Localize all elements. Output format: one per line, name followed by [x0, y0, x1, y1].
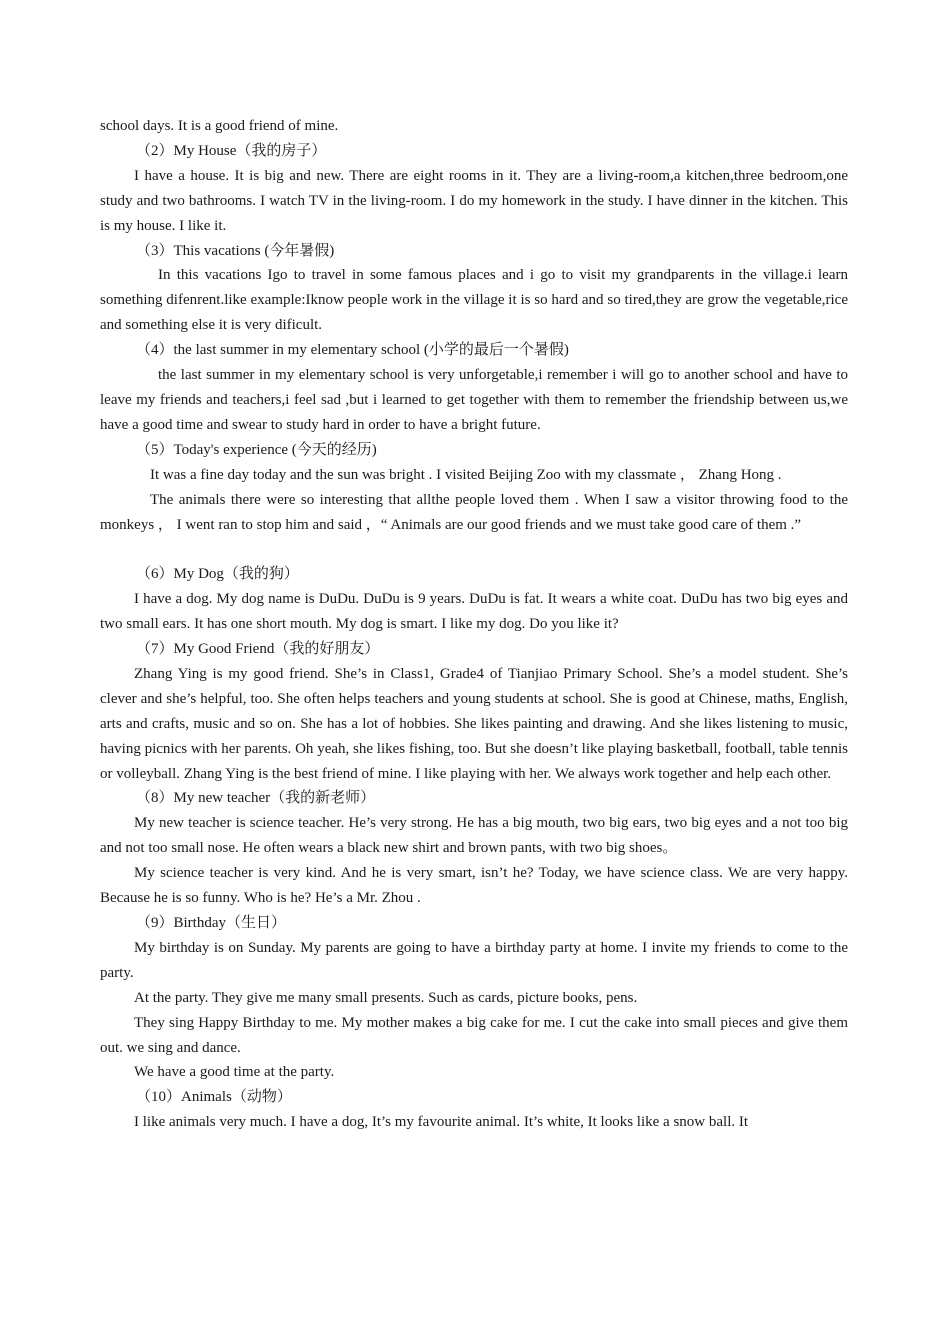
- section-heading-animals: （10）Animals（动物）: [136, 1089, 292, 1106]
- paragraph: At the party. They give me many small presents. Such as cards, picture books, pens.: [134, 989, 638, 1006]
- paragraph: My new teacher is science teacher. He’s very strong. He has a big mouth, two big ears, two big eyes and a not too big and not too small nose. He often wears a black new shirt and brown pants, with two big shoes。: [100, 815, 848, 857]
- blank-line: [100, 537, 848, 562]
- paragraph: I have a house. It is big and new. There are eight rooms in it. They are a living-room,a kitchen,three bedroom,one study and two bathrooms. I watch TV in the living-room. I do my homework in the study. I have dinner in the kitchen. This is my house. I like it.: [100, 167, 848, 234]
- section-heading-my-good-friend: （7）My Good Friend（我的好朋友）: [136, 641, 380, 658]
- paragraph: It was a fine day today and the sun was bright . I visited Beijing Zoo with my classmate ， Zhang Hong .: [150, 466, 782, 483]
- section-heading-this-vacations: （3）This vacations (今年暑假): [136, 242, 335, 259]
- section-heading-birthday: （9）Birthday（生日）: [136, 914, 286, 931]
- paragraph: They sing Happy Birthday to me. My mother makes a big cake for me. I cut the cake into small pieces and give them out. we sing and dance.: [100, 1014, 848, 1056]
- paragraph: Zhang Ying is my good friend. She’s in Class1, Grade4 of Tianjiao Primary School. She’s a model student. She’s clever and she’s helpful, too. She often helps teachers and young students at school. She is good at Chinese, maths, English, arts and crafts, music and so on. She has a lot of hobbies. She likes painting and drawing. And she likes listening to music, having picnics with her parents. Oh yeah, she likes fishing, too. But she doesn’t like playing basketball, football, table tennis or volleyball. Zhang Ying is the best friend of mine. I like playing with her. We always work together and help each other.: [100, 665, 848, 782]
- paragraph: We have a good time at the party.: [134, 1064, 335, 1081]
- paragraph: the last summer in my elementary school is very unforgetable,i remember i will go to another school and have to leave my friends and teachers,i feel sad ,but i learned to get together with them to remember the friendship between us,we have a good time and swear to study hard in order to have a bright future.: [100, 367, 848, 433]
- paragraph: school days. It is a good friend of mine.: [100, 118, 339, 134]
- section-heading-todays-experience: （5）Today's experience (今天的经历): [136, 441, 377, 458]
- section-heading-my-house: （2）My House（我的房子）: [136, 142, 327, 159]
- paragraph: In this vacations Igo to travel in some famous places and i go to visit my grandparents in the village.i learn something difenrent.like example:Iknow people work in the village it is so hard and so tired,they are grow the vegetable,rice and something else it is very dificult.: [100, 267, 848, 334]
- section-heading-my-dog: （6）My Dog（我的狗）: [136, 566, 299, 583]
- paragraph: I have a dog. My dog name is DuDu. DuDu is 9 years. DuDu is fat. It wears a white coat. DuDu has two big eyes and two small ears. It has one short mouth. My dog is smart. I like my dog. Do you like it?: [100, 591, 848, 633]
- paragraph: I like animals very much. I have a dog, It’s my favourite animal. It’s white, It looks like a snow ball. It: [134, 1114, 749, 1131]
- section-heading-last-summer: （4）the last summer in my elementary school (小学的最后一个暑假): [136, 342, 569, 359]
- section-heading-my-new-teacher: （8）My new teacher（我的新老师）: [136, 790, 376, 807]
- paragraph: The animals there were so interesting that allthe people loved them . When I saw a visitor throwing food to the monkeys ， I went ran to stop him and said ，“ Animals are our good friends and we must take good care of them .”: [100, 491, 848, 533]
- paragraph: My science teacher is very kind. And he is very smart, isn’t he? Today, we have science class. We are very happy. Because he is so funny. Who is he? He’s a Mr. Zhou .: [100, 865, 848, 907]
- paragraph: My birthday is on Sunday. My parents are going to have a birthday party at home. I invite my friends to come to the party.: [100, 939, 848, 981]
- document-page: [100, 114, 848, 1135]
